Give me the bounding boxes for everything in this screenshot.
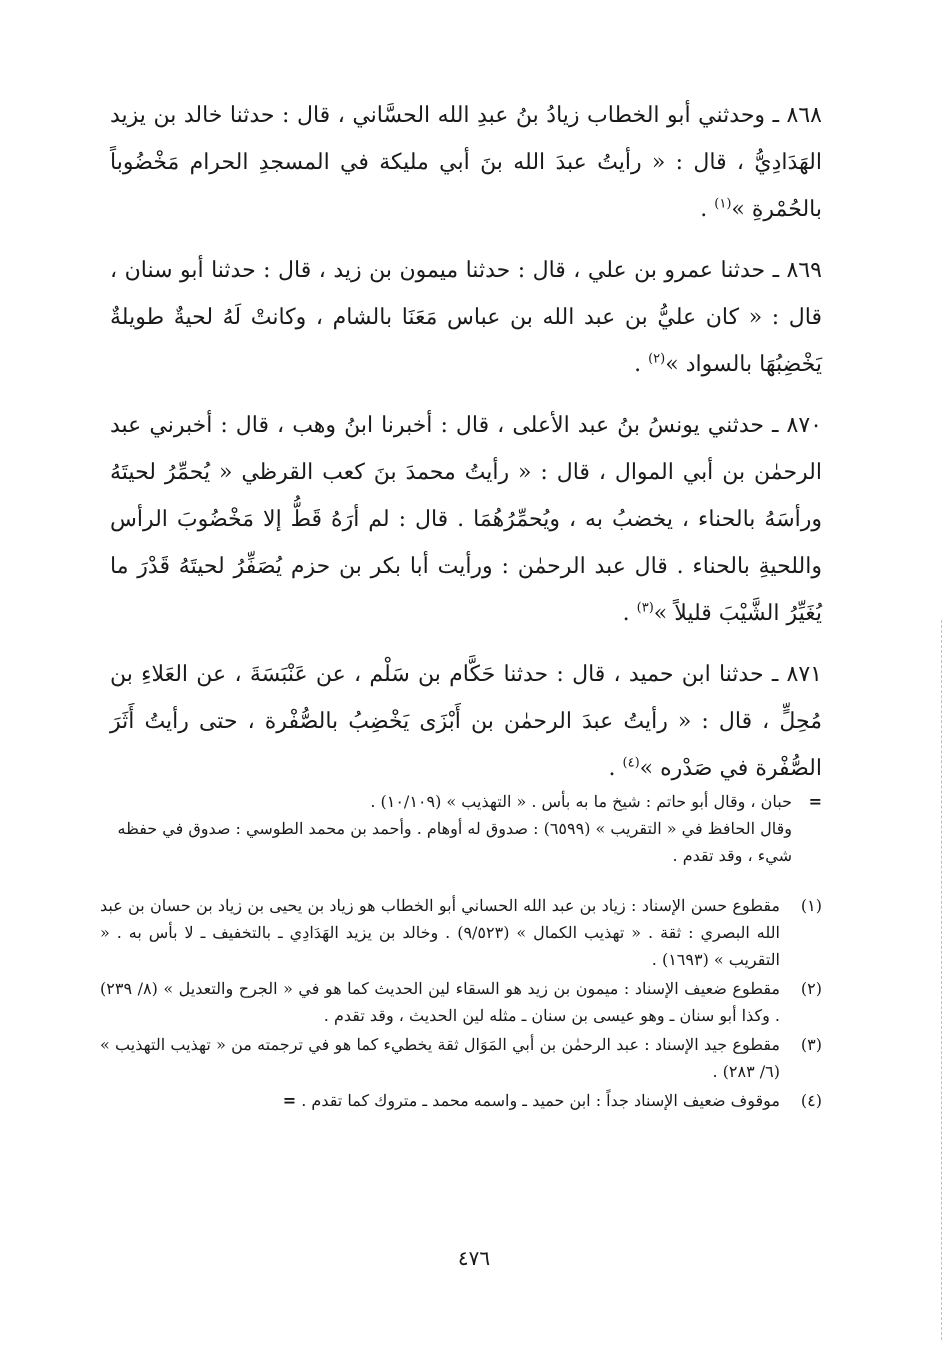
- footnote-text: مقطوع جيد الإسناد : عبد الرحمٰن بن أبي المَوَال ثقة يخطيء كما هو في ترجمته من « تهذيب التهذيب » (٦/ ٢٨٣) .: [100, 1035, 781, 1081]
- footnote-1: [100, 892, 822, 973]
- footnote-number: (٣): [800, 1035, 822, 1054]
- footnote-4-text: موقوف ضعيف الإسناد جداً : ابن حميد ـ واسمه محمد ـ متروك كما تقدم .: [301, 1091, 780, 1110]
- footnote-ref: (٢): [648, 351, 666, 367]
- footnote-text: مقطوع ضعيف الإسناد : ميمون بن زيد هو السقاء لين الحديث كما هو في « الجرح والتعديل » (٨/ ٢٣٩) . وكذا أبو سنان ـ وهو عيسى بن سنان ـ مثله لين الحديث ، وقد تقدم .: [100, 979, 780, 1025]
- paragraph-text: ٨٦٨ ـ وحدثني أبو الخطاب زيادُ بنُ عبدِ الله الحسَّاني ، قال : حدثنا خالد بن يزيد الهَدَادِيُّ ، قال : « رأيتُ عبدَ الله بنَ أبي مليكة في المسجدِ الحرام مَخْضُوباً بالحُمْرةِ »: [110, 103, 822, 222]
- footnote-2: [100, 975, 822, 1029]
- main-text: [110, 92, 822, 806]
- continuation-mark: =: [808, 792, 822, 811]
- continuation-line: حبان ، وقال أبو حاتم : شيخ ما به بأس . « التهذيب » (١٠/١٠٩) .: [370, 792, 792, 811]
- footnote-continuation: [110, 788, 822, 869]
- footnote-number: (١): [800, 896, 822, 915]
- paragraph-text: ٨٧١ ـ حدثنا ابن حميد ، قال : حدثنا حَكَّام بن سَلْم ، عن عَنْبَسَةَ ، عن العَلاءِ بن مُحِلٍّ ، قال : « رأيتُ عبدَ الرحمٰن بن أَبْزَى يَخْضِبُ بالصُّفْرة ، حتى رأيتُ أَثَرَ الصُّفْرة في صَدْره »: [110, 662, 822, 781]
- continued-mark: =: [282, 1091, 297, 1110]
- footnote-text: [100, 1087, 780, 1114]
- paragraph-end: .: [608, 756, 623, 781]
- continuation-line: وقال الحافظ في « التقريب » (٦٥٩٩) : صدوق له أوهام . وأحمد بن محمد الطوسي : صدوق في حفظه شيء ، وقد تقدم .: [117, 819, 792, 865]
- footnote-4: [100, 1087, 822, 1114]
- paragraph-text: ٨٧٠ ـ حدثني يونسُ بنُ عبد الأعلى ، قال : أخبرنا ابنُ وهب ، قال : أخبرني عبد الرحمٰن بن أبي الموال ، قال : « رأيتُ محمدَ بنَ كعب القرظي « يُحمِّرُ لحيتَهُ ورأسَهُ بالحناء ، يخضبُ به ، ويُحمِّرُهُمَا . قال : لم أرَهُ قَطُّ إلا مَخْضُوبَ الرأس واللحيةِ بالحناء . قال عبد الرحمٰن : ورأيت أبا بكر بن حزم يُصَفِّرُ لحيتَهُ قَدْرَ ما يُغَيِّرُ الشَّيْبَ قليلاً »: [110, 413, 822, 626]
- footnote-ref: (١): [714, 196, 732, 212]
- paragraph-870: [110, 402, 822, 637]
- footnote-text: مقطوع حسن الإسناد : زياد بن عبد الله الحساني أبو الخطاب هو زياد بن يحيى بن زياد بن حسان بن عبد الله البصري : ثقة . « تهذيب الكمال » (٩/٥٢٣) . وخالد بن يزيد الهَدَادِي ـ بالتخفيف ـ لا بأس به . « التقريب » (١٦٩٣) .: [100, 896, 780, 969]
- footnote-ref: (٤): [622, 755, 640, 771]
- paragraph-end: .: [622, 601, 637, 626]
- footnotes: [100, 892, 822, 1116]
- paragraph-text: ٨٦٩ ـ حدثنا عمرو بن علي ، قال : حدثنا ميمون بن زيد ، قال : حدثنا أبو سنان ، قال : « كان عليُّ بن عبد الله بن عباس مَعَنَا بالشام ، وكانتْ لَهُ لحيةٌ طويلةٌ يَخْضِبُهَا بالسواد »: [110, 258, 822, 377]
- paragraph-869: [110, 247, 822, 388]
- footnote-number: (٢): [800, 979, 822, 998]
- footnote-number: (٤): [800, 1091, 822, 1110]
- footnote-3: [100, 1031, 822, 1085]
- paragraph-end: .: [634, 352, 649, 377]
- footnote-ref: (٣): [636, 600, 654, 616]
- paragraph-end: .: [700, 197, 715, 222]
- page-number: ٤٧٦: [457, 1246, 491, 1270]
- paragraph-871: [110, 651, 822, 792]
- paragraph-868: [110, 92, 822, 233]
- page-edge-divider: [940, 620, 942, 1340]
